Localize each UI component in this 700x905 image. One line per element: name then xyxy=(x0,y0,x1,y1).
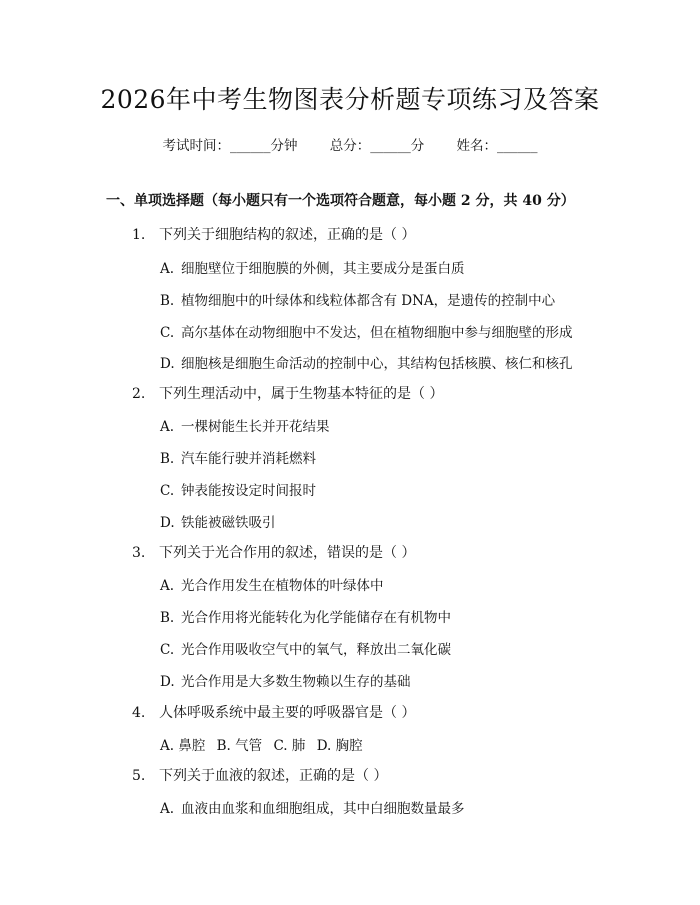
option-text: 钟表能按设定时间报时 xyxy=(181,483,316,499)
option-text: 肺 xyxy=(291,738,306,754)
question-4-inline-options xyxy=(160,734,370,754)
option-text: 光合作用将光能转化为化学能储存在有机物中 xyxy=(181,610,451,626)
option-label: D. xyxy=(316,738,332,754)
page-title: 2026年中考生物图表分析题专项练习及答案 xyxy=(100,85,600,114)
option-label: D. xyxy=(160,515,175,531)
option-text: 光合作用是大多数生物赖以生存的基础 xyxy=(181,674,411,690)
question-number: 2. xyxy=(132,386,146,402)
option-text: 光合作用吸收空气中的氧气，释放出二氧化碳 xyxy=(181,642,451,658)
option-text: 细胞壁位于细胞膜的外侧，其主要成分是蛋白质 xyxy=(181,261,465,277)
question-3-option-b xyxy=(160,606,451,626)
question-stem: 下列关于光合作用的叙述，错误的是（ ） xyxy=(159,545,416,561)
option-label: B. xyxy=(160,610,175,626)
option-label: A. xyxy=(160,801,175,817)
question-2-option-d xyxy=(160,511,276,531)
question-3-option-d xyxy=(160,670,411,690)
question-1-option-b xyxy=(160,289,555,309)
question-3-option-c xyxy=(160,638,451,658)
exam-info-line xyxy=(0,134,700,154)
question-2-option-a xyxy=(160,415,330,435)
option-label: A. xyxy=(160,578,175,594)
option-label: C. xyxy=(160,483,175,499)
option-label: C. xyxy=(160,642,175,658)
question-5 xyxy=(132,765,387,785)
option-text: 高尔基体在动物细胞中不发达，但在植物细胞中参与细胞壁的形成 xyxy=(181,325,573,341)
option-label: D. xyxy=(160,356,175,372)
question-1-option-a xyxy=(160,257,465,277)
option-label: C. xyxy=(160,325,175,341)
option-text: 一棵树能生长并开花结果 xyxy=(181,419,330,435)
question-5-option-a xyxy=(160,797,465,817)
option-text: 胸腔 xyxy=(335,738,363,754)
exam-time-field: 考试时间：______分钟 xyxy=(162,138,298,154)
option-text: 鼻腔 xyxy=(178,738,206,754)
question-3-option-a xyxy=(160,574,384,594)
option-text: 气管 xyxy=(235,738,263,754)
option-text: 血液由血浆和血细胞组成，其中白细胞数量最多 xyxy=(181,801,465,817)
total-score-field: 总分：______分 xyxy=(329,138,425,154)
question-stem: 下列生理活动中，属于生物基本特征的是（ ） xyxy=(159,386,444,402)
option-text: 汽车能行驶并消耗燃料 xyxy=(181,451,316,467)
option-label: B. xyxy=(216,738,231,754)
option-text: 细胞核是细胞生命活动的控制中心，其结构包括核膜、核仁和核孔 xyxy=(181,356,573,372)
option-label: B. xyxy=(160,293,175,309)
question-2-option-b xyxy=(160,447,316,467)
option-label: C. xyxy=(273,738,288,754)
question-1-option-c xyxy=(160,321,573,341)
question-2-option-c xyxy=(160,479,316,499)
question-stem: 下列关于细胞结构的叙述，正确的是（ ） xyxy=(159,227,416,243)
option-label: A. xyxy=(160,419,175,435)
question-1-option-d xyxy=(160,352,573,372)
question-number: 4. xyxy=(132,705,146,721)
option-text: 光合作用发生在植物体的叶绿体中 xyxy=(181,578,384,594)
question-3 xyxy=(132,542,415,562)
option-label: B. xyxy=(160,451,175,467)
question-number: 5. xyxy=(132,768,146,784)
option-text: 植物细胞中的叶绿体和线粒体都含有 DNA，是遗传的控制中心 xyxy=(181,293,556,309)
question-1 xyxy=(132,224,415,244)
question-stem: 人体呼吸系统中最主要的呼吸器官是（ ） xyxy=(159,705,416,721)
question-number: 3. xyxy=(132,545,146,561)
student-name-field: 姓名：______ xyxy=(456,138,538,154)
option-text: 铁能被磁铁吸引 xyxy=(181,515,276,531)
question-stem: 下列关于血液的叙述，正确的是（ ） xyxy=(159,768,388,784)
section-heading: 一、单项选择题（每小题只有一个选项符合题意，每小题 2 分，共 40 分） xyxy=(106,193,575,209)
option-label: D. xyxy=(160,674,175,690)
question-number: 1. xyxy=(132,227,146,243)
question-4 xyxy=(132,702,415,722)
option-label: A. xyxy=(160,738,175,754)
question-2 xyxy=(132,383,443,403)
option-label: A. xyxy=(160,261,175,277)
